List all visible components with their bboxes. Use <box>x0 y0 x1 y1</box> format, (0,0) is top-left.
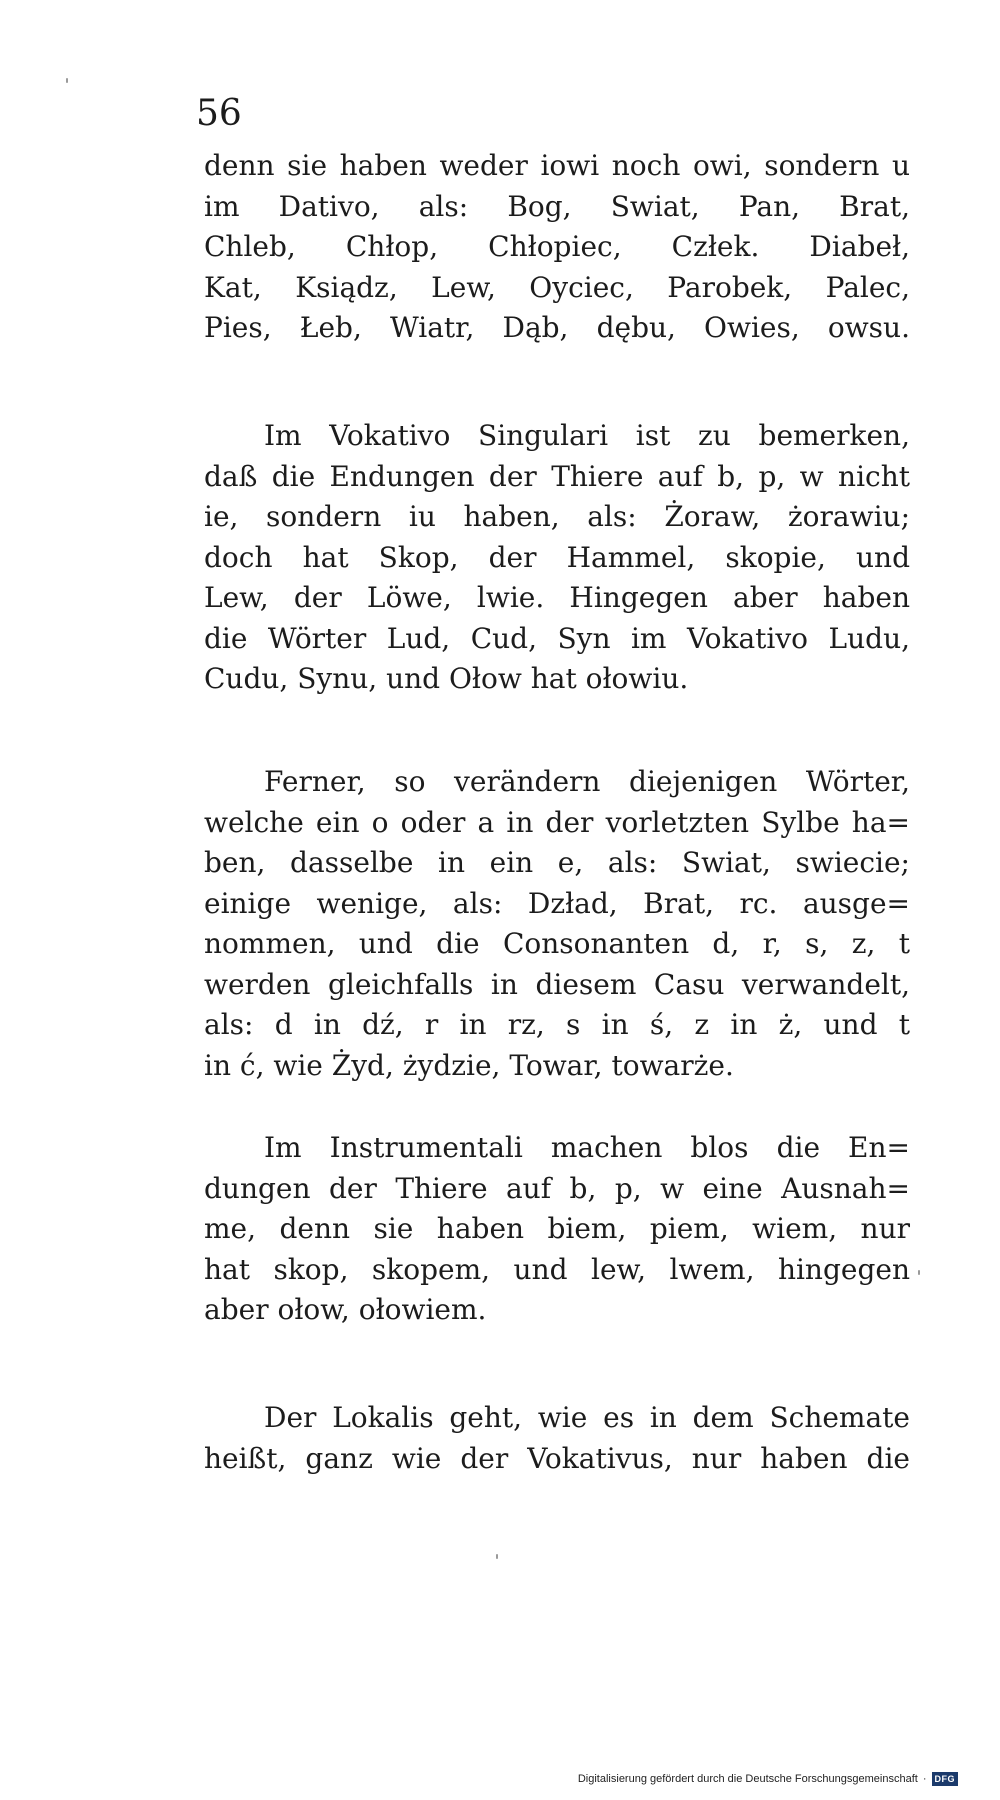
text-line: ben, dasselbe in ein e, als: Swiat, swiecie; <box>204 846 910 879</box>
text-line: dungen der Thiere auf b, p, w eine Ausnah= <box>204 1171 910 1205</box>
dfg-logo: DFG <box>932 1772 959 1786</box>
text-line: Chleb, Chłop, Chłopiec, Człek. Diabeł, <box>204 230 910 263</box>
text-line: daß die Endungen der Thiere auf b, p, w nicht <box>204 459 910 493</box>
credit-text: Digitalisierung gefördert durch die Deutsche Forschungsgemeinschaft <box>577 1773 918 1785</box>
text-line: Pies, Łeb, Wiatr, Dąb, dębu, Owies, owsu. <box>204 311 910 344</box>
scan-speck <box>918 1270 920 1275</box>
text-line: Im Vokativo Singulari ist zu bemerken, <box>264 419 910 452</box>
text-line: doch hat Skop, der Hammel, skopie, und <box>204 540 910 574</box>
text-line: welche ein o oder a in der vorletzten Sylbe ha= <box>204 805 910 839</box>
paragraph-1 <box>204 146 910 349</box>
text-line: nommen, und die Consonanten d, r, s, z, t <box>204 927 910 960</box>
text-line: im Dativo, als: Bog, Swiat, Pan, Brat, <box>204 189 910 223</box>
text-line: Ferner, so verändern diejenigen Wörter, <box>264 765 910 798</box>
text-line: heißt, ganz wie der Vokativus, nur haben die <box>204 1441 910 1475</box>
text-line: Im Instrumentali machen blos die En= <box>264 1131 910 1164</box>
text-line: Lew, der Löwe, lwie. Hingegen aber haben <box>204 581 910 614</box>
text-line: als: d in dź, r in rz, s in ś, z in ż, und t <box>204 1008 910 1041</box>
scan-speck <box>66 78 68 83</box>
paragraph-3 <box>204 762 910 1086</box>
text-line: hat skop, skopem, und lew, lwem, hingegen <box>204 1252 910 1286</box>
text-line: aber ołow, ołowiem. <box>204 1293 487 1326</box>
text-line: einige wenige, als: Dzład, Brat, rc. ausge= <box>204 886 910 920</box>
text-line: me, denn sie haben biem, piem, wiem, nur <box>204 1212 910 1245</box>
digitization-credit: Digitalisierung gefördert durch die Deutsche Forschungsgemeinschaft · DFG <box>578 1772 958 1786</box>
text-line: Der Lokalis geht, wie es in dem Schemate <box>264 1401 910 1434</box>
paragraph-2 <box>204 416 910 700</box>
paragraph-4 <box>204 1128 910 1331</box>
text-line: in ć, wie Żyd, żydzie, Towar, towarże. <box>204 1048 734 1082</box>
text-line: die Wörter Lud, Cud, Syn im Vokativo Ludu, <box>204 621 910 655</box>
scan-speck <box>496 1554 498 1559</box>
text-line: ie, sondern iu haben, als: Żoraw, żorawiu; <box>204 500 910 533</box>
text-line: Kat, Ksiądz, Lew, Oyciec, Parobek, Palec, <box>204 270 910 304</box>
text-line: Cudu, Synu, und Ołow hat ołowiu. <box>204 662 689 695</box>
text-line: werden gleichfalls in diesem Casu verwandelt, <box>204 967 910 1001</box>
text-line: denn sie haben weder iowi noch owi, sondern u <box>204 149 910 182</box>
paragraph-5 <box>204 1398 910 1479</box>
page-number: 56 <box>196 93 242 134</box>
